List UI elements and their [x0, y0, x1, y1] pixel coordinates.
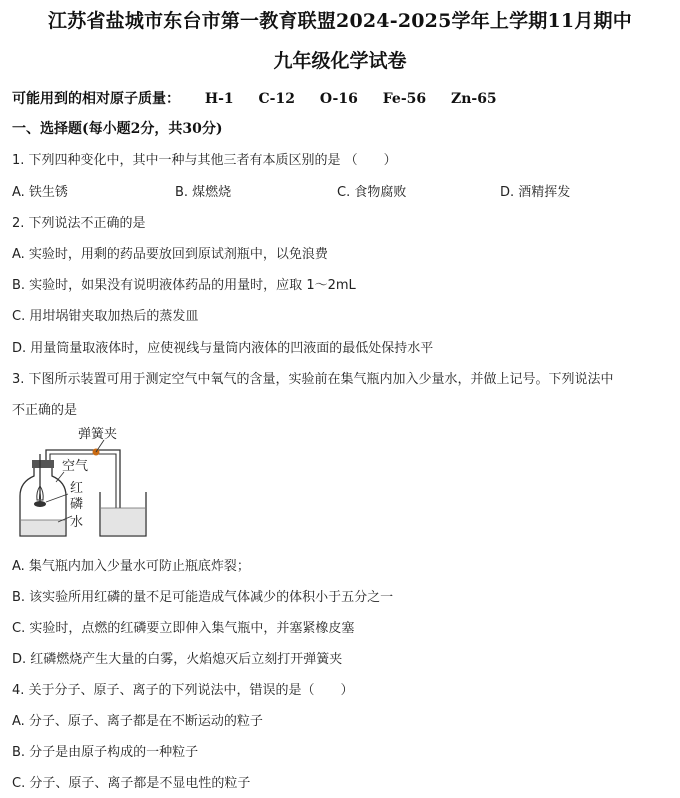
label-phosphorus: 磷: [70, 497, 84, 512]
q1-option-d: D. 酒精挥发: [500, 185, 571, 200]
mass-c: C-12: [258, 91, 295, 107]
oxygen-apparatus-figure: [12, 424, 152, 542]
section-heading: 一、选择题(每小题2分，共30分): [12, 121, 223, 137]
q4-option-c: C. 分子、原子、离子都是不显电性的粒子: [12, 776, 251, 791]
spoon-bowl: [34, 501, 46, 507]
q2-option-d: D. 用量筒量取液体时，应使视线与量筒内液体的凹液面的最低处保持水平: [12, 341, 434, 356]
rubber-stopper: [32, 460, 54, 468]
exam-title-line1: 江苏省盐城市东台市第一教育联盟2024-2025学年上学期11月期中: [48, 10, 632, 32]
q3-option-c: C. 实验时，点燃的红磷要立即伸入集气瓶中，并塞紧橡皮塞: [12, 621, 355, 636]
label-air: 空气: [62, 459, 89, 474]
q4-option-b: B. 分子是由原子构成的一种粒子: [12, 745, 199, 760]
q2-option-a: A. 实验时，用剩的药品要放回到原试剂瓶中，以免浪费: [12, 247, 328, 262]
mass-h: H-1: [204, 91, 234, 107]
q1-option-b: B. 煤燃烧: [175, 185, 232, 200]
label-red: 红: [70, 481, 84, 496]
apparatus-diagram: [12, 424, 152, 542]
q2-option-c: C. 用坩埚钳夹取加热后的蒸发皿: [12, 309, 199, 324]
mass-o: O-16: [319, 91, 358, 107]
question-1-stem: 1. 下列四种变化中，其中一种与其他三者有本质区别的是 （ ）: [12, 153, 397, 168]
q3-option-d: D. 红磷燃烧产生大量的白雾，火焰熄灭后立刻打开弹簧夹: [12, 652, 343, 667]
question-4-stem: 4. 关于分子、原子、离子的下列说法中，错误的是（ ）: [12, 683, 354, 698]
question-2-stem: 2. 下列说法不正确的是: [12, 216, 146, 231]
exam-title-line2: 九年级化学试卷: [273, 50, 407, 72]
q3-option-b: B. 该实验所用红磷的量不足可能造成气体减少的体积小于五分之一: [12, 590, 394, 605]
q1-option-c: C. 食物腐败: [337, 185, 407, 200]
label-water: 水: [70, 515, 84, 530]
q2-option-b: B. 实验时，如果没有说明液体药品的用量时，应取 1～2mL: [12, 278, 356, 293]
mass-zn: Zn-65: [450, 91, 497, 107]
q1-option-a: A. 铁生锈: [12, 185, 68, 200]
question-3-stem-line2: 不正确的是: [12, 403, 78, 418]
q3-option-a: A. 集气瓶内加入少量水可防止瓶底炸裂；: [12, 559, 250, 574]
label-spring-clamp: 弹簧夹: [78, 427, 118, 442]
question-3-stem-line1: 3. 下图所示装置可用于测定空气中氧气的含量，实验前在集气瓶内加入少量水，并做上记号。下列说法中: [12, 372, 614, 387]
mass-fe: Fe-56: [382, 91, 427, 107]
beaker-water: [101, 508, 145, 535]
atomic-masses-label: 可能用到的相对原子质量：: [12, 91, 180, 107]
q4-option-a: A. 分子、原子、离子都是在不断运动的粒子: [12, 714, 263, 729]
atomic-masses: [12, 88, 497, 108]
